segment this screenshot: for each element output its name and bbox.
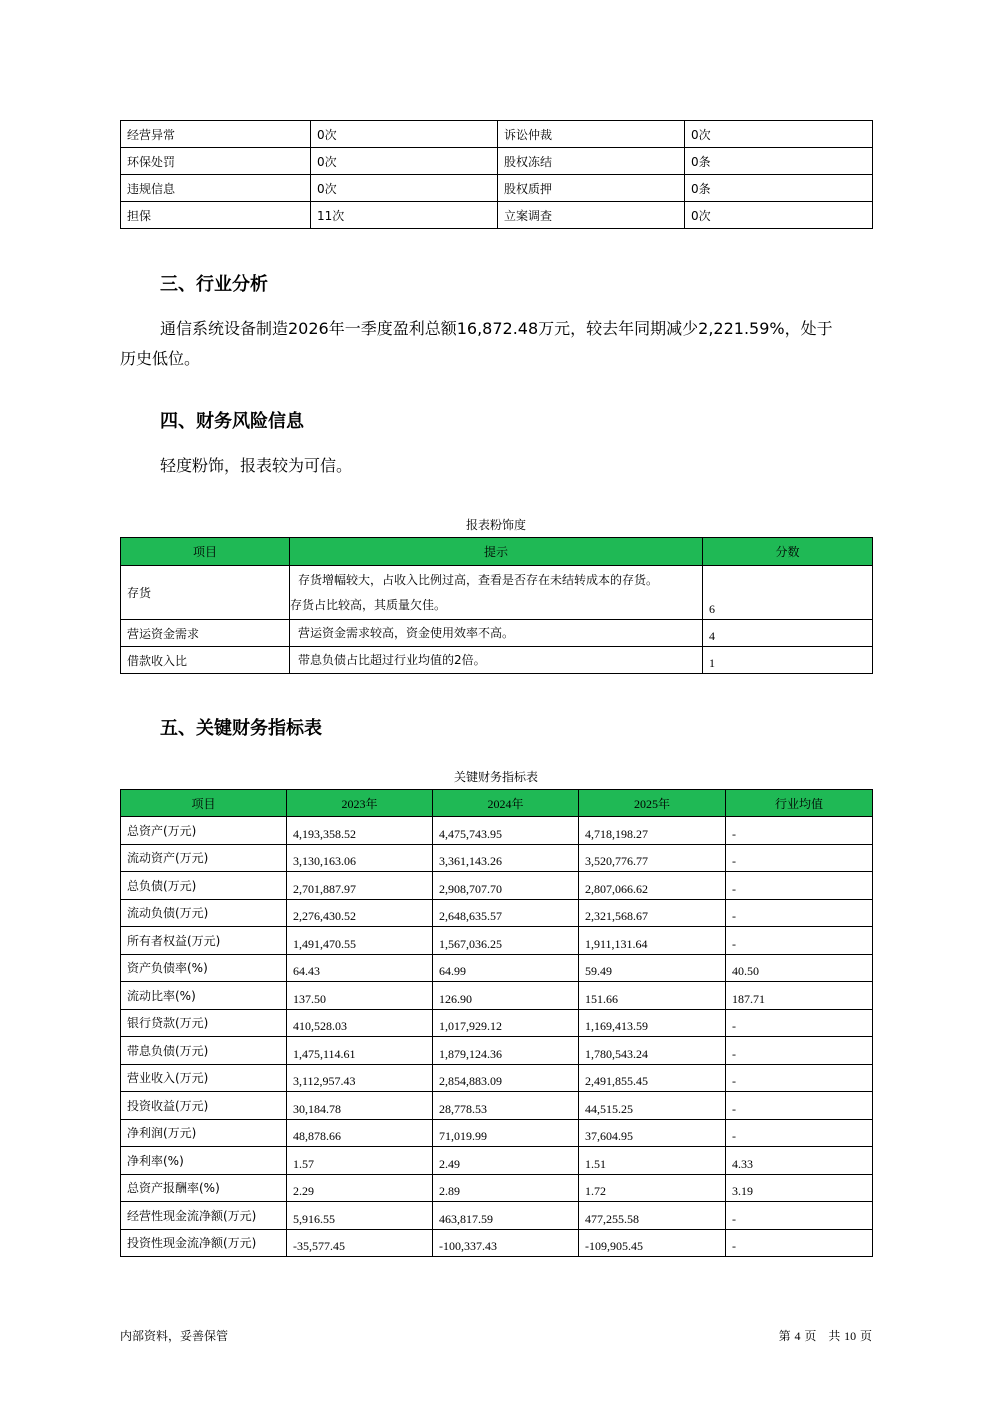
risk-tip — [290, 566, 703, 620]
key-financial-indicators-table — [120, 789, 873, 1257]
kpi-value: 59.49 — [579, 954, 726, 982]
kpi-value: - — [726, 1229, 873, 1257]
kpi-value: 64.99 — [433, 954, 579, 982]
kpi-value: - — [726, 899, 873, 927]
kpi-row — [121, 1174, 873, 1202]
page-prefix: 第 — [778, 1329, 791, 1343]
kpi-row — [121, 844, 873, 872]
kpi-value: 477,255.58 — [579, 1202, 726, 1230]
page-total: 10 — [844, 1329, 857, 1343]
kpi-label: 流动资产(万元) — [121, 844, 287, 872]
kpi-label: 投资收益(万元) — [121, 1092, 287, 1120]
kpi-header: 2023年 — [287, 790, 433, 817]
risk-score: 6 — [703, 566, 873, 620]
risk-summary-table — [120, 120, 873, 229]
summary-row — [121, 148, 873, 175]
summary-value: 0次 — [685, 202, 873, 229]
kpi-value: - — [726, 872, 873, 900]
page-suffix: 页 — [859, 1329, 872, 1343]
kpi-label: 流动负债(万元) — [121, 899, 287, 927]
kpi-value: 4,718,198.27 — [579, 817, 726, 845]
kpi-value: 1.57 — [287, 1147, 433, 1175]
kpi-value: 410,528.03 — [287, 1009, 433, 1037]
kpi-value: - — [726, 1037, 873, 1065]
risk-tip-line1: 带息负债占比超过行业均值的2倍。 — [298, 652, 486, 667]
kpi-value: -109,905.45 — [579, 1229, 726, 1257]
kpi-value: 1,780,543.24 — [579, 1037, 726, 1065]
kpi-value: 2,854,883.09 — [433, 1064, 579, 1092]
kpi-label: 净利润(万元) — [121, 1119, 287, 1147]
kpi-value: 2,276,430.52 — [287, 899, 433, 927]
kpi-value: 37,604.95 — [579, 1119, 726, 1147]
kpi-label: 所有者权益(万元) — [121, 927, 287, 955]
kpi-value: - — [726, 844, 873, 872]
industry-analysis-line2: 历史低位。 — [120, 349, 201, 368]
risk-header-score: 分数 — [703, 538, 873, 566]
kpi-row — [121, 1092, 873, 1120]
summary-label: 经营异常 — [121, 121, 311, 148]
kpi-row — [121, 1009, 873, 1037]
kpi-value: - — [726, 1202, 873, 1230]
kpi-value: 3,130,163.06 — [287, 844, 433, 872]
kpi-label: 流动比率(%) — [121, 982, 287, 1010]
risk-tip-line2: 存货占比较高，其质量欠佳。 — [290, 597, 447, 612]
kpi-header: 2025年 — [579, 790, 726, 817]
kpi-label: 经营性现金流净额(万元) — [121, 1202, 287, 1230]
kpi-label: 净利率(%) — [121, 1147, 287, 1175]
kpi-value: 5,916.55 — [287, 1202, 433, 1230]
footer-confidential-note: 内部资料，妥善保管 — [120, 1329, 229, 1343]
summary-label: 立案调查 — [498, 202, 685, 229]
kpi-value: - — [726, 1009, 873, 1037]
kpi-row — [121, 1147, 873, 1175]
summary-label: 担保 — [121, 202, 311, 229]
risk-score: 1 — [703, 647, 873, 674]
kpi-value: 3,112,957.43 — [287, 1064, 433, 1092]
kpi-value: 1,017,929.12 — [433, 1009, 579, 1037]
kpi-label: 总资产报酬率(%) — [121, 1174, 287, 1202]
kpi-value: 1,491,470.55 — [287, 927, 433, 955]
kpi-value: 2.89 — [433, 1174, 579, 1202]
kpi-value: 40.50 — [726, 954, 873, 982]
kpi-row — [121, 1119, 873, 1147]
kpi-row — [121, 1229, 873, 1257]
risk-row — [121, 647, 873, 674]
kpi-value: 2,491,855.45 — [579, 1064, 726, 1092]
risk-table-caption: 报表粉饰度 — [465, 518, 526, 532]
kpi-value: 71,019.99 — [433, 1119, 579, 1147]
summary-value: 0次 — [311, 175, 498, 202]
kpi-value: 1.72 — [579, 1174, 726, 1202]
summary-value: 11次 — [311, 202, 498, 229]
kpi-row — [121, 899, 873, 927]
kpi-value: 137.50 — [287, 982, 433, 1010]
summary-label: 环保处罚 — [121, 148, 311, 175]
summary-value: 0次 — [685, 121, 873, 148]
kpi-value: - — [726, 817, 873, 845]
kpi-label: 资产负债率(%) — [121, 954, 287, 982]
kpi-value: 1,879,124.36 — [433, 1037, 579, 1065]
kpi-label: 营业收入(万元) — [121, 1064, 287, 1092]
kpi-value: -35,577.45 — [287, 1229, 433, 1257]
kpi-value: 2,807,066.62 — [579, 872, 726, 900]
kpi-value: 463,817.59 — [433, 1202, 579, 1230]
kpi-label: 总资产(万元) — [121, 817, 287, 845]
summary-row — [121, 175, 873, 202]
page-mid: 页 共 — [804, 1329, 841, 1343]
kpi-row — [121, 982, 873, 1010]
kpi-row — [121, 817, 873, 845]
kpi-value: 1,475,114.61 — [287, 1037, 433, 1065]
kpi-row — [121, 954, 873, 982]
risk-item: 存货 — [121, 566, 290, 620]
summary-label: 违规信息 — [121, 175, 311, 202]
kpi-value: 2,321,568.67 — [579, 899, 726, 927]
kpi-label: 银行贷款(万元) — [121, 1009, 287, 1037]
summary-label: 诉讼仲裁 — [498, 121, 685, 148]
risk-row — [121, 620, 873, 647]
kpi-header: 2024年 — [433, 790, 579, 817]
kpi-value: 151.66 — [579, 982, 726, 1010]
summary-value: 0次 — [311, 148, 498, 175]
kpi-value: 4.33 — [726, 1147, 873, 1175]
section-heading-industry-analysis: 三、行业分析 — [160, 274, 268, 295]
summary-row — [121, 202, 873, 229]
kpi-value: 2.49 — [433, 1147, 579, 1175]
kpi-table-caption: 关键财务指标表 — [453, 770, 538, 784]
kpi-value: 2,908,707.70 — [433, 872, 579, 900]
summary-value: 0条 — [685, 148, 873, 175]
kpi-value: 187.71 — [726, 982, 873, 1010]
kpi-value: 4,475,743.95 — [433, 817, 579, 845]
page-current: 4 — [794, 1329, 801, 1343]
risk-tip-line1: 营运资金需求较高，资金使用效率不高。 — [298, 625, 515, 640]
kpi-value: 2,701,887.97 — [287, 872, 433, 900]
kpi-value: - — [726, 1092, 873, 1120]
kpi-label: 带息负债(万元) — [121, 1037, 287, 1065]
summary-row — [121, 121, 873, 148]
kpi-value: 64.43 — [287, 954, 433, 982]
kpi-value: 126.90 — [433, 982, 579, 1010]
risk-item: 营运资金需求 — [121, 620, 290, 647]
kpi-value: 3.19 — [726, 1174, 873, 1202]
kpi-row — [121, 927, 873, 955]
kpi-value: 30,184.78 — [287, 1092, 433, 1120]
kpi-value: - — [726, 1064, 873, 1092]
financial-risk-paragraph: 轻度粉饰，报表较为可信。 — [160, 456, 353, 475]
section-heading-key-indicators: 五、关键财务指标表 — [160, 718, 322, 739]
risk-score: 4 — [703, 620, 873, 647]
risk-header-tip: 提示 — [290, 538, 703, 566]
kpi-value: 1,169,413.59 — [579, 1009, 726, 1037]
summary-label: 股权质押 — [498, 175, 685, 202]
kpi-value: - — [726, 927, 873, 955]
kpi-header: 项目 — [121, 790, 287, 817]
section-heading-financial-risk: 四、财务风险信息 — [160, 411, 304, 432]
risk-tip-line1: 存货增幅较大，占收入比例过高，查看是否存在未结转成本的存货。 — [298, 572, 659, 587]
summary-value: 0条 — [685, 175, 873, 202]
industry-analysis-line1: 通信系统设备制造2026年一季度盈利总额16,872.48万元，较去年同期减少2,221.59%，处于 — [160, 319, 833, 338]
industry-analysis-paragraph — [120, 314, 880, 374]
footer-page-number — [779, 1327, 872, 1344]
kpi-value: 48,878.66 — [287, 1119, 433, 1147]
kpi-value: 3,520,776.77 — [579, 844, 726, 872]
kpi-label: 总负债(万元) — [121, 872, 287, 900]
kpi-value: 4,193,358.52 — [287, 817, 433, 845]
risk-header-item: 项目 — [121, 538, 290, 566]
kpi-row — [121, 872, 873, 900]
kpi-value: -100,337.43 — [433, 1229, 579, 1257]
kpi-value: - — [726, 1119, 873, 1147]
kpi-value: 1,911,131.64 — [579, 927, 726, 955]
kpi-value: 2.29 — [287, 1174, 433, 1202]
kpi-value: 44,515.25 — [579, 1092, 726, 1120]
kpi-header: 行业均值 — [726, 790, 873, 817]
risk-tip — [290, 620, 703, 647]
risk-item: 借款收入比 — [121, 647, 290, 674]
kpi-row — [121, 1037, 873, 1065]
kpi-value: 2,648,635.57 — [433, 899, 579, 927]
kpi-row — [121, 1064, 873, 1092]
kpi-value: 3,361,143.26 — [433, 844, 579, 872]
kpi-value: 1.51 — [579, 1147, 726, 1175]
summary-value: 0次 — [311, 121, 498, 148]
whitewash-risk-table — [120, 537, 873, 674]
summary-label: 股权冻结 — [498, 148, 685, 175]
risk-tip — [290, 647, 703, 674]
kpi-value: 1,567,036.25 — [433, 927, 579, 955]
kpi-row — [121, 1202, 873, 1230]
kpi-label: 投资性现金流净额(万元) — [121, 1229, 287, 1257]
kpi-value: 28,778.53 — [433, 1092, 579, 1120]
risk-row — [121, 566, 873, 620]
